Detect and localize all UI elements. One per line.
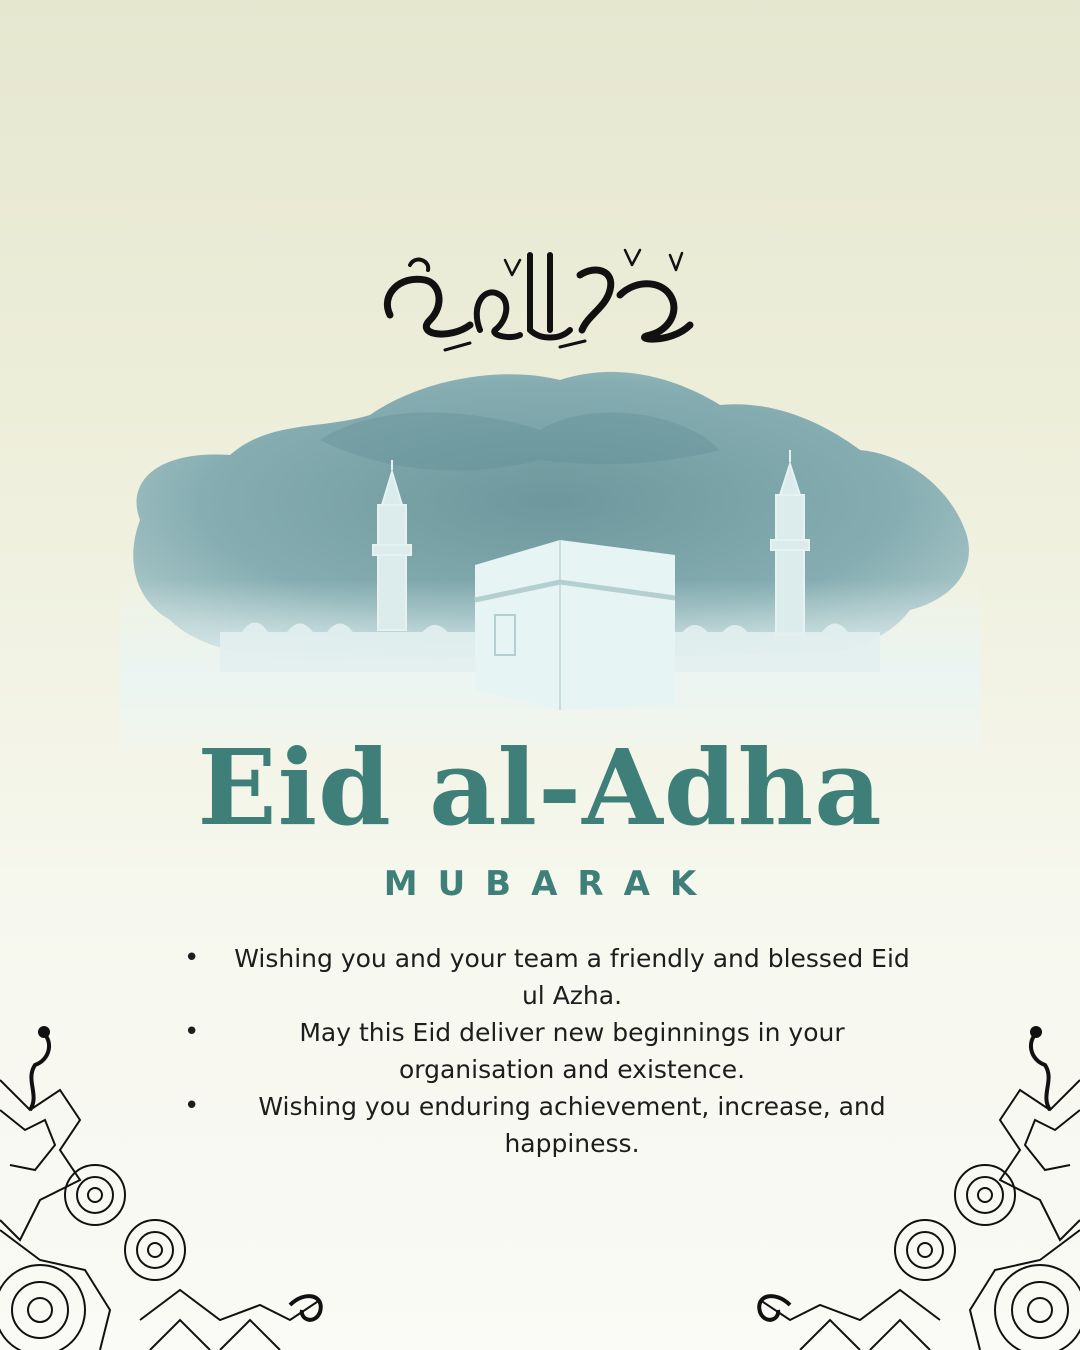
eid-title: Eid al-Adha [197,726,883,849]
bullet-icon: • [184,943,200,973]
wish-text: Wishing you enduring achievement, increase, and happiness. [258,1092,886,1158]
bullet-icon: • [184,1017,200,1047]
kaaba-scene-illustration [120,360,980,750]
mubarak-subtitle: MUBARAK [383,864,717,904]
kaaba-icon [475,540,675,710]
wish-item [180,940,920,1014]
floral-ornament-right-icon [740,1020,1080,1350]
bullet-icon: • [184,1091,200,1121]
arabic-calligraphy [370,235,710,355]
floral-ornament-left-icon [0,1020,340,1350]
calligraphy-text: عيد الأضحى [540,353,545,354]
wish-text: Wishing you and your team a friendly and blessed Eid ul Azha. [234,944,910,1010]
wish-text: May this Eid deliver new beginnings in your organisation and existence. [299,1018,845,1084]
